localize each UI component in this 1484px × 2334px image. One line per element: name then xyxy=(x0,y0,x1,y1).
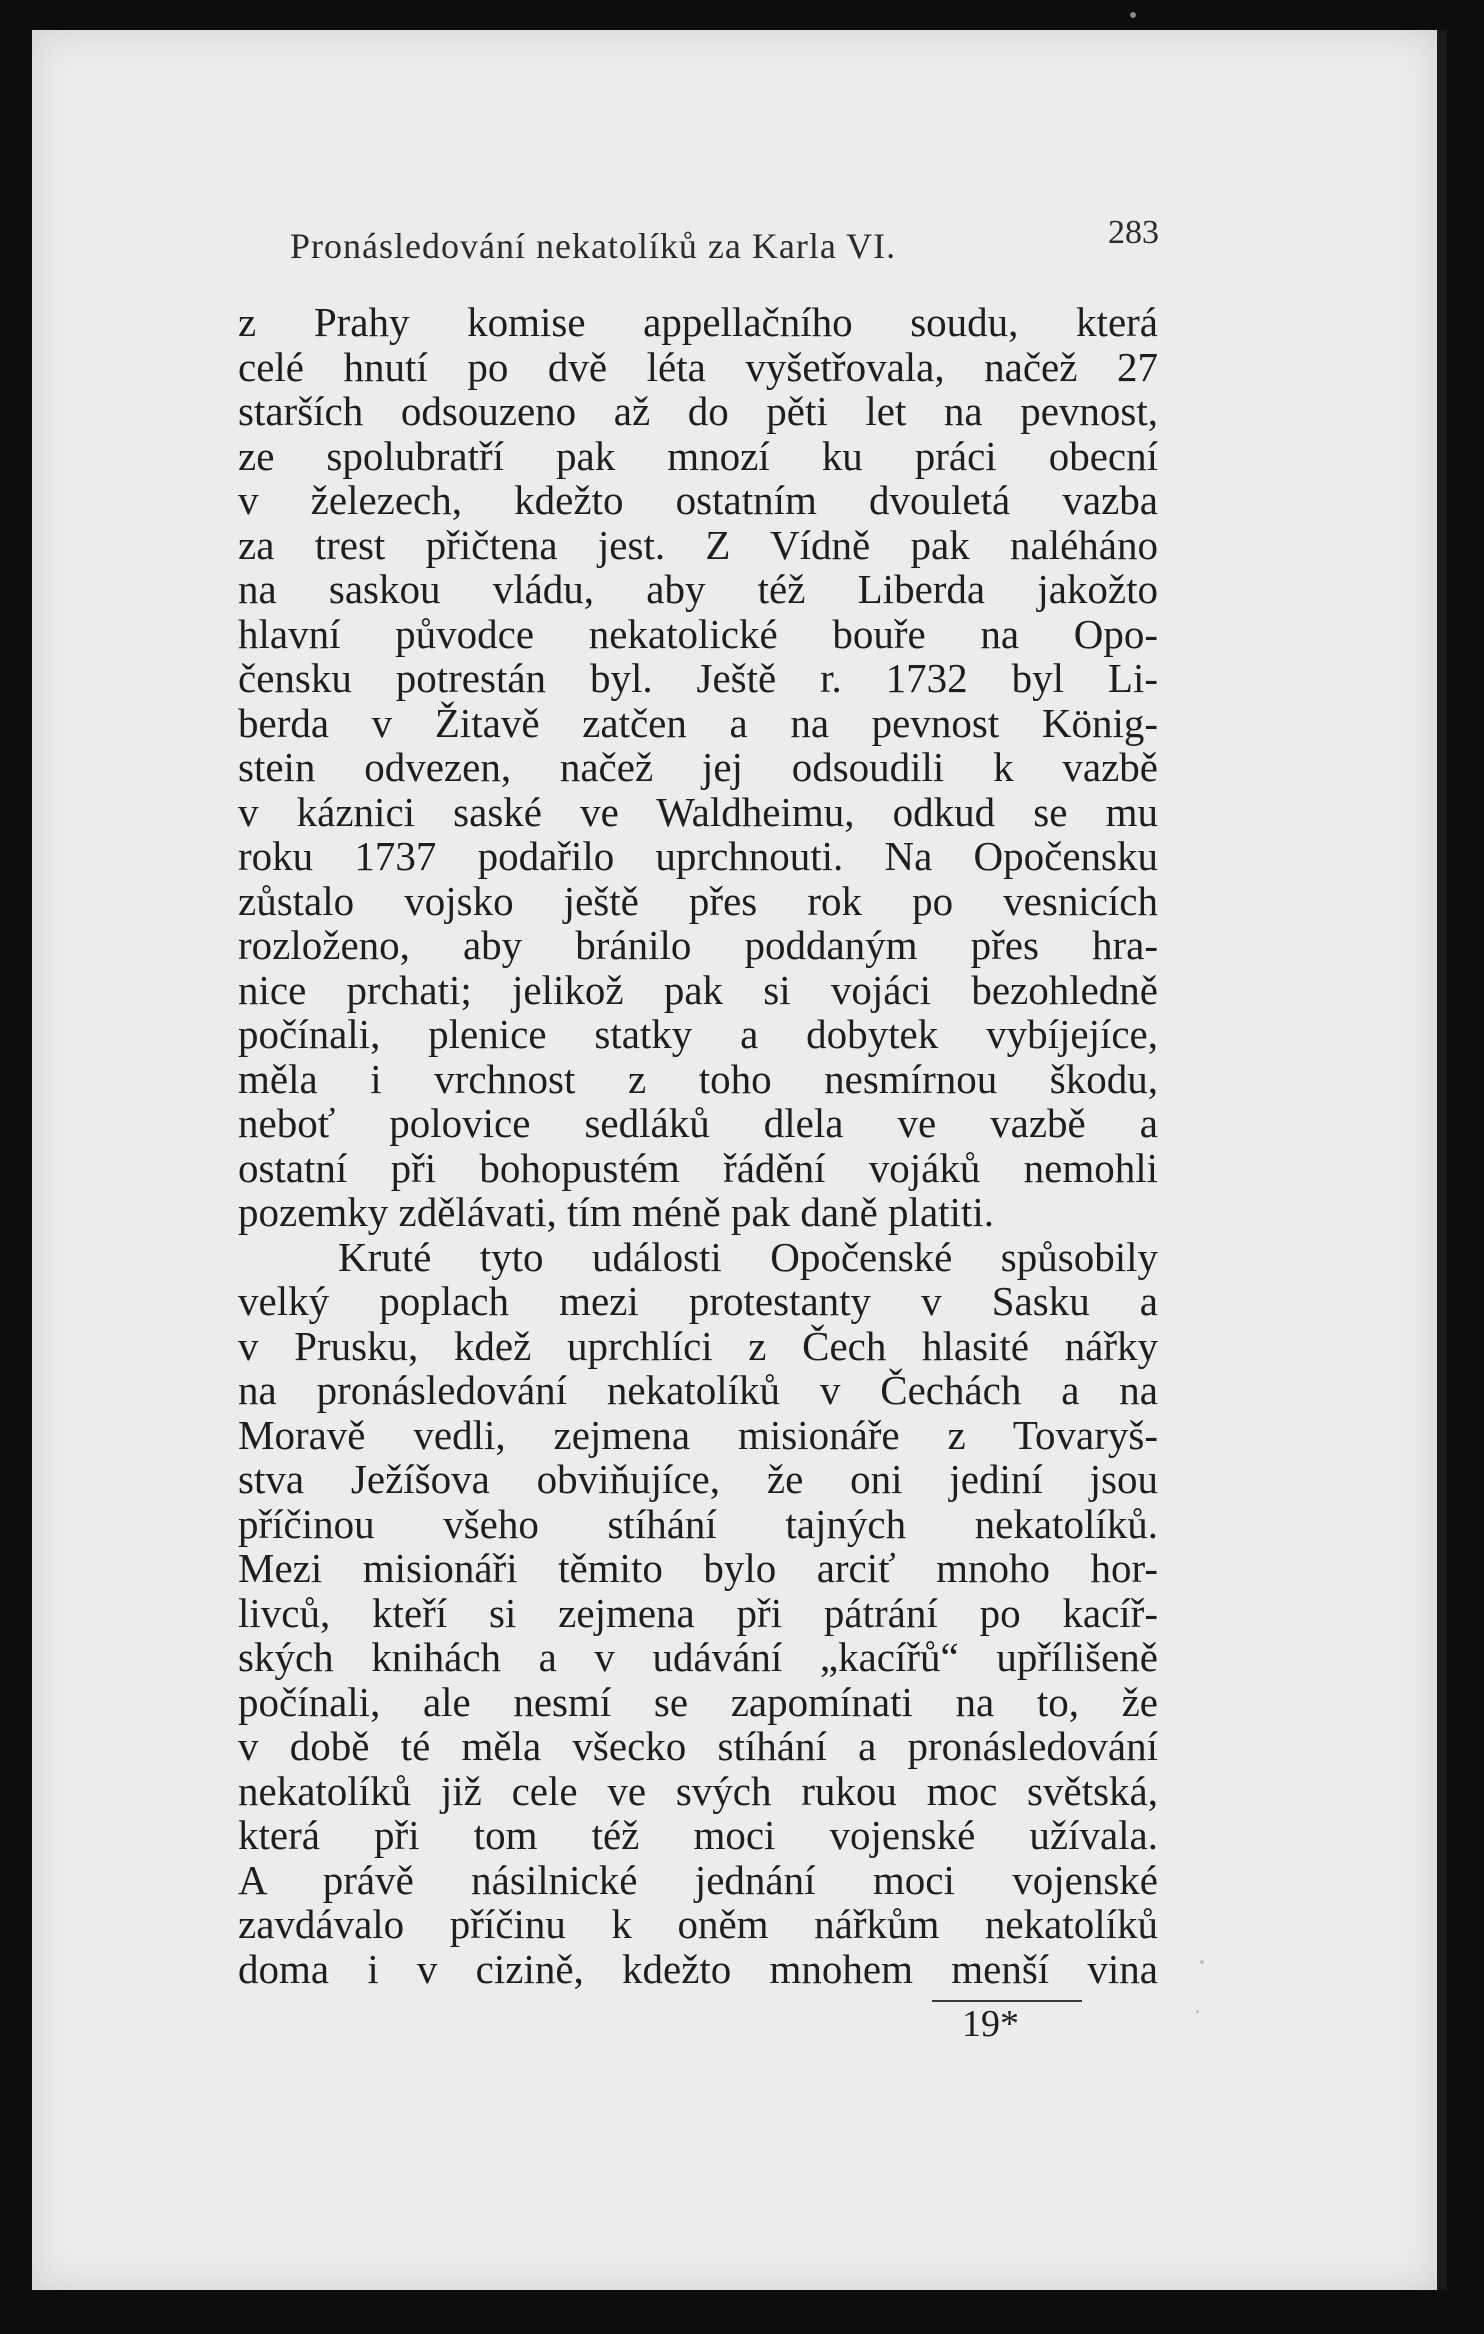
text-line: stein odvezen, načež jej odsoudili k vazbě xyxy=(238,744,1158,790)
text-line: na pronásledování nekatolíků v Čechách a na xyxy=(238,1367,1158,1413)
text-line: zůstalo vojsko ještě přes rok po vesnicích xyxy=(238,877,1158,924)
page-number: 283 xyxy=(1108,214,1159,251)
text-line: počínali, plenice statky a dobytek vybíjejíce, xyxy=(238,1011,1158,1057)
text-line: ských knihách a v udávání „kacířů“ upřílišeně xyxy=(238,1634,1158,1680)
text-line: z Prahy komise appellačního soudu, která xyxy=(238,299,1158,345)
text-line: za trest přičtena jest. Z Vídně pak naléháno xyxy=(238,521,1158,568)
text-line: čensku potrestán byl. Ještě r. 1732 byl Li- xyxy=(238,655,1158,701)
text-line: která při tom též moci vojenské užívala. xyxy=(238,1812,1158,1858)
text-line: ostatní při bohopustém řádění vojáků nemohli xyxy=(238,1144,1158,1191)
text-line-paragraph-start: Kruté tyto události Opočenské spůsobily xyxy=(338,1233,1158,1280)
scan-speck xyxy=(1200,1960,1204,1964)
text-line: celé hnutí po dvě léta vyšetřovala, načež 27 xyxy=(238,343,1158,390)
text-line: nekatolíků již cele ve svých rukou moc světská, xyxy=(238,1767,1158,1814)
text-line: zavdávalo příčinu k oněm nářkům nekatolíků xyxy=(238,1901,1158,1947)
text-line: na saskou vládu, aby též Liberda jakožto xyxy=(238,566,1158,612)
text-line: berda v Žitavě zatčen a na pevnost König- xyxy=(238,699,1158,746)
signature-mark: 19* xyxy=(962,2003,1019,2045)
text-line: doma i v cizině, kdežto mnohem menší vina xyxy=(238,1945,1158,1992)
text-line: Moravě vedli, zejmena misionáře z Tovaryš- xyxy=(238,1411,1158,1458)
text-line: v železech, kdežto ostatním dvouletá vazba xyxy=(238,477,1158,523)
text-line: v Prusku, kdež uprchlíci z Čech hlasité nářky xyxy=(238,1322,1158,1369)
body-text xyxy=(238,300,1158,1991)
text-line: livců, kteří si zejmena při pátrání po kacíř- xyxy=(238,1589,1158,1636)
text-line: velký poplach mezi protestanty v Sasku a xyxy=(238,1278,1158,1324)
text-line: hlavní původce nekatolické bouře na Opo- xyxy=(238,610,1158,657)
text-line: roku 1737 podařilo uprchnouti. Na Opočensku xyxy=(238,833,1158,879)
text-line: měla i vrchnost z toho nesmírnou škodu, xyxy=(238,1055,1158,1102)
text-line: rozloženo, aby bránilo poddaným přes hra- xyxy=(238,922,1158,968)
text-line: příčinou všeho stíhání tajných nekatolíků. xyxy=(238,1500,1158,1547)
text-line: ze spolubratří pak mnozí ku práci obecní xyxy=(238,432,1158,479)
text-line: starších odsouzeno až do pěti let na pevnost, xyxy=(238,388,1158,434)
running-title: Pronásledování nekatolíků za Karla VI. xyxy=(290,226,897,266)
text-line: nice prchati; jelikož pak si vojáci bezohledně xyxy=(238,966,1158,1013)
text-line: v káznici saské ve Waldheimu, odkud se mu xyxy=(238,788,1158,835)
text-line: stva Ježíšova obviňujíce, že oni jediní jsou xyxy=(238,1456,1158,1502)
scan-speck xyxy=(1130,12,1136,18)
text-line: A právě násilnické jednání moci vojenské xyxy=(238,1856,1158,1903)
text-line: v době té měla všecko stíhání a pronásledování xyxy=(238,1723,1158,1769)
scan-speck xyxy=(1196,2010,1199,2013)
text-line: počínali, ale nesmí se zapomínati na to, že xyxy=(238,1678,1158,1725)
text-line: Mezi misionáři těmito bylo arciť mnoho hor- xyxy=(238,1545,1158,1591)
text-line: neboť polovice sedláků dlela ve vazbě a xyxy=(238,1100,1158,1146)
text-line: pozemky zdělávati, tím méně pak daně platiti. xyxy=(238,1189,994,1235)
